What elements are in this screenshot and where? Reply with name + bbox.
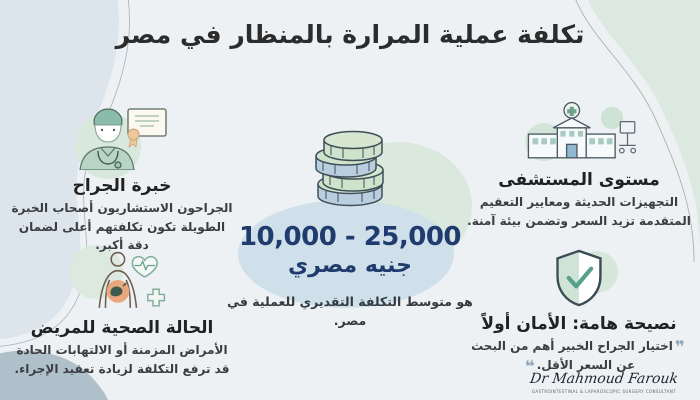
author-signature bbox=[524, 371, 684, 394]
page-title: تكلفة عملية المرارة بالمنظار في مصر bbox=[115, 20, 585, 49]
hospital-building-icon bbox=[466, 94, 692, 164]
open-quote-icon: ❞ bbox=[674, 338, 685, 358]
signature-name: Dr Mahmoud Farouk bbox=[528, 371, 680, 387]
factor-surgeon-experience bbox=[10, 100, 234, 255]
factor-body: الأمراض المزمنة أو الالتهابات الحادة قد ترفع التكلفة لزيادة تعقيد الإجراء. bbox=[14, 343, 230, 376]
patient-health-icon bbox=[10, 242, 234, 312]
factor-heading: مستوى المستشفى bbox=[498, 170, 660, 190]
factor-quote bbox=[466, 337, 692, 377]
shield-check-icon bbox=[466, 238, 692, 308]
factor-safety-advice bbox=[466, 238, 692, 377]
factor-body: الجراحون الاستشاريون أصحاب الخبرة الطويلة تكون تكلفتهم أعلى لضمان دقة أكبر. bbox=[11, 201, 233, 253]
price-summary bbox=[222, 116, 478, 331]
price-range: 10,000 - 25,000 bbox=[238, 222, 462, 252]
factor-patient-health bbox=[10, 242, 234, 378]
factor-body: التجهيزات الحديثة ومعايير التعقيم المتقدمة تزيد السعر وتضمن بيئة آمنة. bbox=[467, 195, 691, 228]
surgeon-certificate-icon bbox=[10, 100, 234, 170]
close-quote-icon: ❝ bbox=[524, 356, 535, 377]
factor-hospital-level bbox=[466, 94, 692, 230]
factor-heading: نصيحة هامة: الأمان أولاً bbox=[481, 314, 677, 334]
signature-credentials: GASTROINTESTINAL & LAPAROSCOPIC SURGERY CONSULTANT bbox=[531, 389, 677, 394]
price-note: هو متوسط التكلفة التقديري للعملية في مصر. bbox=[227, 294, 473, 329]
price-currency: جنيه مصري bbox=[288, 253, 412, 278]
quote-text: اختيار الجراح الخبير أهم من البحث عن السعر الأقل. bbox=[471, 339, 673, 372]
factor-heading: الحالة الصحية للمريض bbox=[30, 318, 214, 338]
coins-stack-icon bbox=[222, 116, 478, 218]
factor-heading: خبرة الجراح bbox=[72, 176, 172, 196]
